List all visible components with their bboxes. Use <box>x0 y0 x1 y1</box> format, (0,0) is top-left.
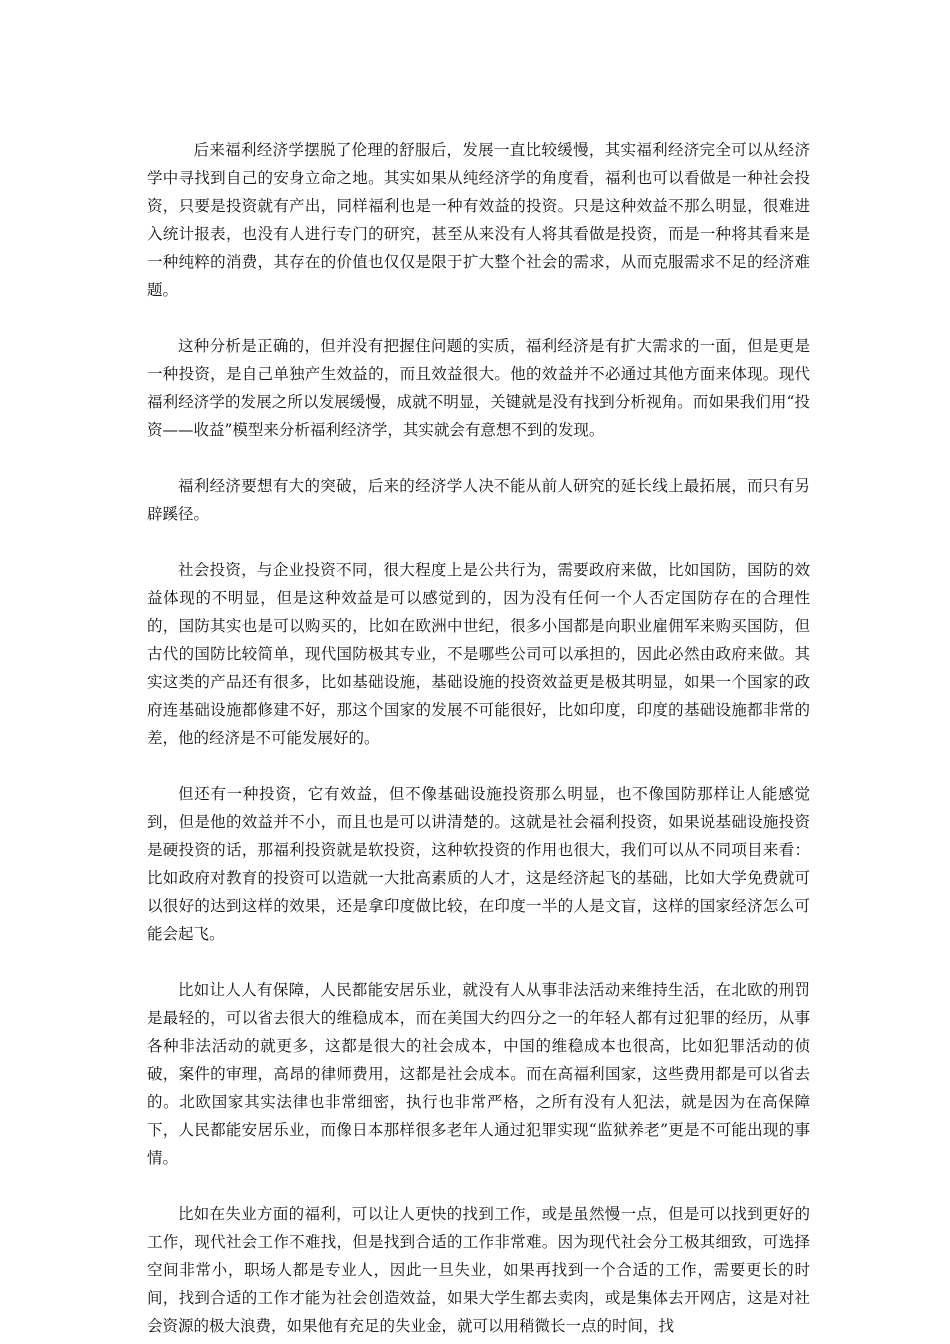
paragraph-1: 后来福利经济学摆脱了伦理的舒服后，发展一直比较缓慢，其实福利经济完全可以从经济学中寻找到自己的安身立命之地。其实如果从纯经济学的角度看，福利也可以看做是一种社会投资，只要是投资就有产出，同样福利也是一种有效益的投资。只是这种效益不那么明显，很难进入统计报表，也没有人进行专门的研究，甚至从来没有人将其看做是投资，而是一种将其看来是一种纯粹的消费，其存在的价值也仅仅是限于扩大整个社会的需求，从而克服需求不足的经济难题。 <box>147 141 810 299</box>
paragraph-2: 这种分析是正确的，但并没有把握住问题的实质，福利经济是有扩大需求的一面，但是更是一种投资，是自己单独产生效益的，而且效益很大。他的效益并不必通过其他方面来体现。现代福利经济学的发展之所以发展缓慢，成就不明显，关键就是没有找到分析视角。而如果我们用“投资——收益”模型来分析福利经济学，其实就会有意想不到的发现。 <box>147 337 810 439</box>
paragraph-5: 但还有一种投资，它有效益，但不像基础设施投资那么明显，也不像国防那样让人能感觉到，但是他的效益并不小，而且也是可以讲清楚的。这就是社会福利投资，如果说基础设施投资是硬投资的话，那福利投资就是软投资，这种软投资的作用也很大，我们可以从不同项目来看：比如政府对教育的投资可以造就一大批高素质的人才，这是经济起飞的基础，比如大学免费就可以很好的达到这样的效果，还是拿印度做比较，在印度一半的人是文盲，这样的国家经济怎么可能会起飞。 <box>147 785 810 943</box>
paragraph-3: 福利经济要想有大的突破，后来的经济学人决不能从前人研究的延长线上最拓展，而只有另辟蹊径。 <box>147 477 810 523</box>
document-body <box>147 136 810 1340</box>
paragraph-4: 社会投资，与企业投资不同，很大程度上是公共行为，需要政府来做，比如国防，国防的效益体现的不明显，但是这种效益是可以感觉到的，因为没有任何一个人否定国防存在的合理性的，国防其实也是可以购买的，比如在欧洲中世纪，很多小国都是向职业雇佣军来购买国防，但古代的国防比较简单，现代国防极其专业，不是哪些公司可以承担的，因此必然由政府来做。其实这类的产品还有很多，比如基础设施，基础设施的投资效益更是极其明显，如果一个国家的政府连基础设施都修建不好，那这个国家的发展不可能很好，比如印度，印度的基础设施都非常的差，他的经济是不可能发展好的。 <box>147 561 810 747</box>
paragraph-6: 比如让人人有保障，人民都能安居乐业，就没有人从事非法活动来维持生活，在北欧的刑罚是最轻的，可以省去很大的维稳成本，而在美国大约四分之一的年轻人都有过犯罪的经历，从事各种非法活动的就更多，这都是很大的社会成本，中国的维稳成本也很高，比如犯罪活动的侦破，案件的审理，高昂的律师费用，这都是社会成本。而在高福利国家，这些费用都是可以省去的。北欧国家其实法律也非常细密，执行也非常严格，之所有没有人犯法，就是因为在高保障下，人民都能安居乐业，而像日本那样很多老年人通过犯罪实现“监狱养老”更是不可能出现的事情。 <box>147 981 810 1167</box>
paragraph-7: 比如在失业方面的福利，可以让人更快的找到工作，或是虽然慢一点，但是可以找到更好的工作，现代社会工作不难找，但是找到合适的工作非常难。因为现代社会分工极其细致，可选择空间非常小，职场人都是专业人，因此一旦失业，如果再找到一个合适的工作，需要更长的时间，找到合适的工作才能为社会创造效益，如果大学生都去卖肉，或是集体去开网店，这是对社会资源的极大浪费，如果他有充足的失业金，就可以用稍微长一点的时间，找 <box>147 1205 810 1335</box>
